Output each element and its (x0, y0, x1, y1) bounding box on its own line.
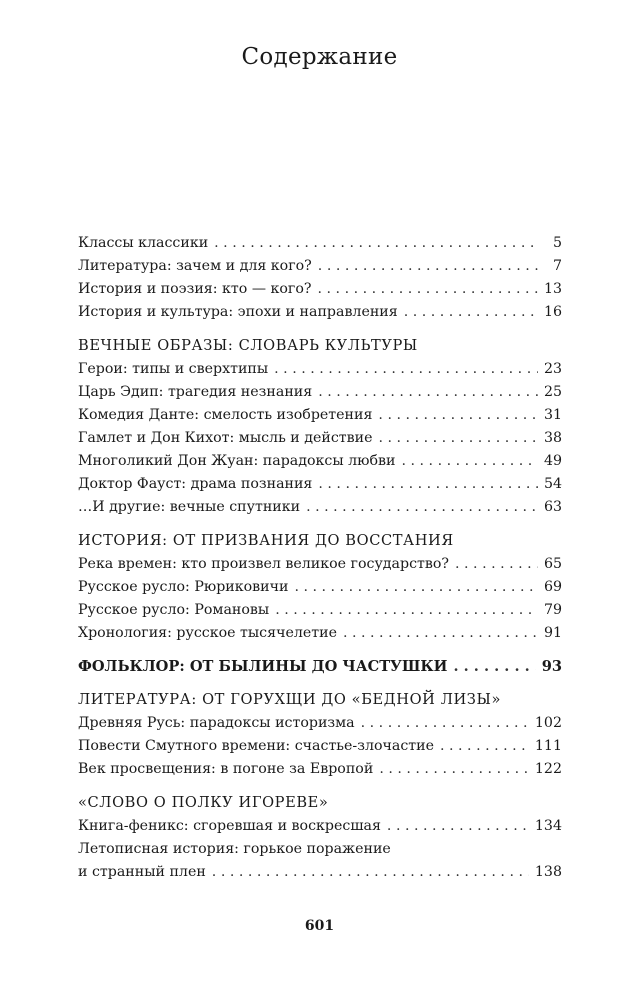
toc-entry[interactable] (78, 278, 562, 301)
toc-entry[interactable] (78, 301, 562, 324)
toc-entry-page: 93 (541, 658, 562, 675)
toc-entry[interactable] (78, 496, 562, 519)
dot-leader (212, 861, 529, 884)
toc-entry-title: Хронология: русское тысячелетие (78, 625, 337, 641)
toc-entry[interactable] (78, 758, 562, 781)
section-heading: ВЕЧНЫЕ ОБРАЗЫ: СЛОВАРЬ КУЛЬТУРЫ (78, 337, 418, 354)
toc-entry[interactable] (78, 232, 562, 255)
toc-entry[interactable] (78, 473, 562, 496)
toc-entry[interactable] (78, 735, 562, 758)
toc-entry-title: Русское русло: Рюриковичи (78, 579, 289, 595)
toc-entry-page: 25 (543, 384, 562, 400)
toc-entry[interactable] (78, 861, 562, 884)
toc-entry[interactable] (78, 838, 562, 861)
dot-leader (404, 301, 538, 324)
toc-entry[interactable] (78, 427, 562, 450)
dot-leader (318, 255, 538, 278)
toc-entry-page: 7 (552, 258, 562, 274)
section-heading: «СЛОВО О ПОЛКУ ИГОРЕВЕ» (78, 794, 329, 811)
section-gap (78, 324, 562, 334)
dot-leader (440, 735, 529, 758)
toc-entry-title: Повести Смутного времени: счастье-злочастие (78, 738, 434, 754)
toc-entry[interactable] (78, 622, 562, 645)
table-of-contents (78, 232, 562, 884)
toc-entry-title: Летописная история: горькое поражение (78, 841, 391, 857)
toc-entry[interactable] (78, 255, 562, 278)
toc-entry-title: Многоликий Дон Жуан: парадоксы любви (78, 453, 396, 469)
toc-entry-title: История и культура: эпохи и направления (78, 304, 398, 320)
toc-entry-page: 111 (534, 738, 562, 754)
toc-entry-page: 138 (534, 864, 562, 880)
section-heading: ИСТОРИЯ: ОТ ПРИЗВАНИЯ ДО ВОССТАНИЯ (78, 532, 454, 549)
dot-leader (379, 758, 529, 781)
toc-entry[interactable] (78, 358, 562, 381)
dot-leader (275, 599, 538, 622)
dot-leader (318, 278, 538, 301)
dot-leader (387, 815, 529, 838)
toc-entry-page: 79 (543, 602, 562, 618)
toc-entry[interactable] (78, 404, 562, 427)
dot-leader (306, 496, 538, 519)
toc-entry-title: Литература: зачем и для кого? (78, 258, 312, 274)
dot-leader (361, 712, 529, 735)
toc-entry-title: Комедия Данте: смелость изобретения (78, 407, 373, 423)
toc-entry-page: 122 (534, 761, 562, 777)
toc-entry-page: 13 (543, 281, 562, 297)
toc-entry-page: 91 (543, 625, 562, 641)
dot-leader (343, 622, 538, 645)
toc-entry-title: Древняя Русь: парадоксы историзма (78, 715, 355, 731)
toc-entry-page: 38 (543, 430, 562, 446)
dot-leader (379, 427, 538, 450)
dot-leader (402, 450, 538, 473)
toc-entry-page: 134 (534, 818, 562, 834)
toc-entry-title: и странный плен (78, 864, 206, 880)
toc-entry[interactable] (78, 655, 562, 678)
toc-entry-title: Герои: типы и сверхтипы (78, 361, 269, 377)
page-number: 601 (304, 918, 335, 934)
toc-entry-page: 65 (543, 556, 562, 572)
toc-entry[interactable] (78, 576, 562, 599)
toc-entry-page: 16 (543, 304, 562, 320)
toc-entry-title: Царь Эдип: трагедия незнания (78, 384, 313, 400)
toc-entry-title: Доктор Фауст: драма познания (78, 476, 313, 492)
toc-entry[interactable] (78, 553, 562, 576)
section-heading: ЛИТЕРАТУРА: ОТ ГОРУХЩИ ДО «БЕДНОЙ ЛИЗЫ» (78, 691, 501, 708)
toc-entry[interactable] (78, 712, 562, 735)
toc-entry-page: 5 (552, 235, 562, 251)
dot-leader (378, 404, 538, 427)
dot-leader (214, 232, 538, 255)
toc-entry-page: 69 (543, 579, 562, 595)
toc-entry-title: Классы классики (78, 235, 209, 251)
section-gap (78, 781, 562, 791)
toc-entry-page: 31 (543, 407, 562, 423)
section-gap (78, 519, 562, 529)
toc-entry-page: 23 (543, 361, 562, 377)
dot-leader (318, 381, 538, 404)
toc-entry-page: 49 (543, 453, 562, 469)
section-gap (78, 678, 562, 688)
toc-entry-title: ФОЛЬКЛОР: ОТ БЫЛИНЫ ДО ЧАСТУШКИ (78, 658, 448, 675)
page-title: Содержание (241, 44, 398, 70)
toc-entry-page: 63 (543, 499, 562, 515)
toc-entry-page: 54 (543, 476, 562, 492)
toc-entry-title: Книга-феникс: сгоревшая и воскресшая (78, 818, 381, 834)
toc-entry-title: Век просвещения: в погоне за Европой (78, 761, 374, 777)
toc-entry-title: История и поэзия: кто — кого? (78, 281, 312, 297)
dot-leader (455, 553, 538, 576)
toc-entry-title: Гамлет и Дон Кихот: мысль и действие (78, 430, 373, 446)
toc-entry[interactable] (78, 381, 562, 404)
dot-leader (453, 655, 535, 678)
toc-entry-page: 102 (534, 715, 562, 731)
dot-leader (318, 473, 538, 496)
dot-leader (274, 358, 538, 381)
toc-entry[interactable] (78, 599, 562, 622)
toc-entry[interactable] (78, 815, 562, 838)
toc-entry-title: Русское русло: Романовы (78, 602, 270, 618)
toc-entry[interactable] (78, 450, 562, 473)
dot-leader (294, 576, 537, 599)
toc-entry-title: …И другие: вечные спутники (78, 499, 301, 515)
toc-entry-title: Река времен: кто произвел великое государство? (78, 556, 450, 572)
section-gap (78, 645, 562, 655)
